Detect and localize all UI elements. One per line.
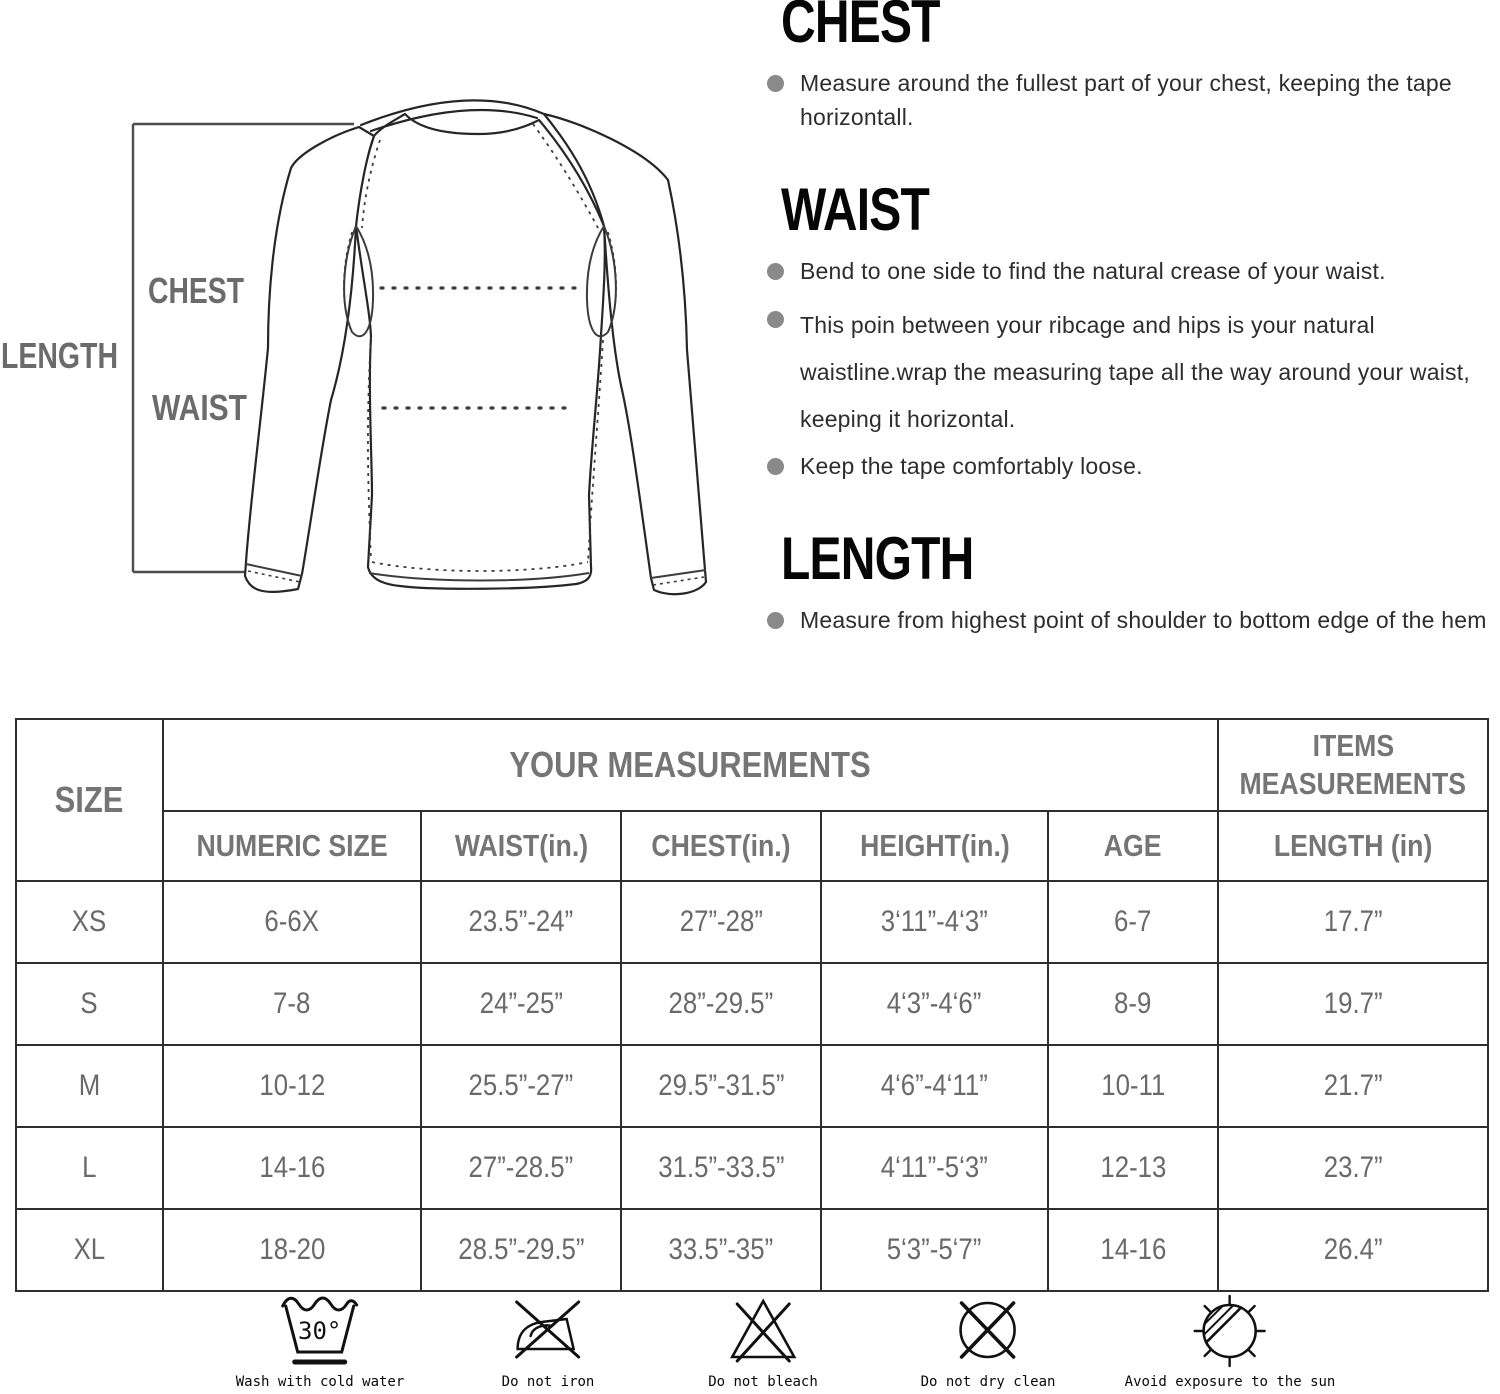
cell-age: 14-16 — [1048, 1209, 1218, 1291]
list-item — [765, 254, 1500, 288]
shirt-line-drawing — [0, 60, 760, 685]
cell-length: 17.7” — [1218, 881, 1488, 963]
cell-waist: 27”-28.5” — [421, 1127, 621, 1209]
cell-length: 19.7” — [1218, 963, 1488, 1045]
shirt-body — [356, 114, 605, 589]
cell-height: 4‘6”-4‘11” — [821, 1045, 1048, 1127]
list-item — [765, 603, 1500, 637]
col-header-waist: WAIST(in.) — [421, 811, 621, 881]
care-label: Wash with cold water — [235, 1374, 405, 1390]
cell-length: 23.7” — [1218, 1127, 1488, 1209]
bullet-text: Measure around the fullest part of your chest, keeping the tape horizontall. — [800, 70, 1452, 130]
bullet-icon — [767, 263, 784, 280]
bullet-text: Keep the tape comfortably loose. — [800, 453, 1143, 479]
care-label: Do not dry clean — [920, 1374, 1056, 1390]
cell-numeric-size: 10-12 — [163, 1045, 421, 1127]
cell-size: XL — [16, 1209, 163, 1291]
care-do-not-bleach — [708, 1293, 818, 1390]
bullet-text: Bend to one side to find the natural crease of your waist. — [800, 258, 1386, 284]
care-wash-cold — [236, 1293, 405, 1390]
cell-size: S — [16, 963, 163, 1045]
length-section-heading: LENGTH — [781, 525, 974, 592]
bullet-text: This poin between your ribcage and hips is your natural waistline.wrap the measuring tape all the way around your waist, keeping it horizontal. — [800, 312, 1470, 432]
care-label: Do not iron — [501, 1374, 595, 1390]
cell-length: 26.4” — [1218, 1209, 1488, 1291]
wash-temp-label: 30° — [298, 1317, 342, 1345]
cell-age: 6-7 — [1048, 881, 1218, 963]
do-not-dry-clean-icon — [948, 1293, 1028, 1369]
list-item — [765, 302, 1500, 443]
cell-age: 12-13 — [1048, 1127, 1218, 1209]
cell-chest: 28”-29.5” — [621, 963, 821, 1045]
avoid-sun-exposure-icon — [1188, 1293, 1272, 1369]
waist-section-heading: WAIST — [781, 176, 929, 243]
cell-age: 10-11 — [1048, 1045, 1218, 1127]
col-header-chest: CHEST(in.) — [621, 811, 821, 881]
bullet-icon — [767, 458, 784, 475]
cell-height: 3‘11”-4‘3” — [821, 881, 1048, 963]
care-instructions — [0, 1293, 1500, 1393]
cell-length: 21.7” — [1218, 1045, 1488, 1127]
cell-waist: 28.5”-29.5” — [421, 1209, 621, 1291]
do-not-bleach-icon — [723, 1293, 803, 1369]
waist-bullets — [765, 254, 1500, 483]
measuring-instructions — [765, 0, 1500, 637]
chest-bullets — [765, 66, 1500, 134]
cell-height: 4‘11”-5‘3” — [821, 1127, 1048, 1209]
list-item — [765, 66, 1500, 134]
size-chart-table — [15, 718, 1489, 1292]
bullet-icon — [767, 311, 784, 328]
table-row-m — [16, 1045, 1488, 1127]
table-header-row-2 — [16, 811, 1488, 881]
cell-chest: 27”-28” — [621, 881, 821, 963]
table-row-s — [16, 963, 1488, 1045]
diagram-length-label: LENGTH — [1, 335, 118, 376]
col-header-size: SIZE — [16, 719, 163, 881]
length-bullets — [765, 603, 1500, 637]
cell-chest: 31.5”-33.5” — [621, 1127, 821, 1209]
table-row-xl — [16, 1209, 1488, 1291]
cell-height: 5‘3”-5‘7” — [821, 1209, 1048, 1291]
col-group-your-measurements: YOUR MEASUREMENTS — [163, 719, 1218, 811]
care-avoid-sun — [1125, 1293, 1336, 1390]
col-header-numeric-size: NUMERIC SIZE — [163, 811, 421, 881]
cell-waist: 23.5”-24” — [421, 881, 621, 963]
wash-cold-water-icon — [280, 1293, 360, 1369]
table-header-row-1 — [16, 719, 1488, 811]
cell-age: 8-9 — [1048, 963, 1218, 1045]
bullet-text: Measure from highest point of shoulder to bottom edge of the hem — [800, 607, 1487, 633]
table-row-xs — [16, 881, 1488, 963]
diagram-waist-label: WAIST — [152, 387, 248, 428]
cell-size: M — [16, 1045, 163, 1127]
cell-waist: 24”-25” — [421, 963, 621, 1045]
chest-section-heading: CHEST — [781, 0, 940, 55]
bullet-icon — [767, 612, 784, 629]
cell-chest: 29.5”-31.5” — [621, 1045, 821, 1127]
col-header-length: LENGTH (in) — [1218, 811, 1488, 881]
do-not-iron-icon — [508, 1293, 588, 1369]
cell-height: 4‘3”-4‘6” — [821, 963, 1048, 1045]
diagram-chest-label: CHEST — [148, 270, 245, 311]
shirt-collar — [361, 100, 544, 131]
col-group-items-measurements: ITEMS MEASUREMENTS — [1218, 719, 1488, 811]
care-do-not-iron — [502, 1293, 595, 1390]
list-item — [765, 449, 1500, 483]
shirt-left-sleeve — [245, 127, 374, 592]
cell-size: XS — [16, 881, 163, 963]
table-row-l — [16, 1127, 1488, 1209]
bullet-icon — [767, 75, 784, 92]
care-do-not-dry-clean — [921, 1293, 1056, 1390]
col-header-age: AGE — [1048, 811, 1218, 881]
cell-waist: 25.5”-27” — [421, 1045, 621, 1127]
cell-numeric-size: 14-16 — [163, 1127, 421, 1209]
cell-numeric-size: 7-8 — [163, 963, 421, 1045]
col-header-height: HEIGHT(in.) — [821, 811, 1048, 881]
cell-chest: 33.5”-35” — [621, 1209, 821, 1291]
cell-numeric-size: 18-20 — [163, 1209, 421, 1291]
cell-size: L — [16, 1127, 163, 1209]
cell-numeric-size: 6-6X — [163, 881, 421, 963]
shirt-measurement-diagram — [0, 60, 760, 685]
care-label: Avoid exposure to the sun — [1124, 1374, 1336, 1390]
care-label: Do not bleach — [708, 1374, 818, 1390]
